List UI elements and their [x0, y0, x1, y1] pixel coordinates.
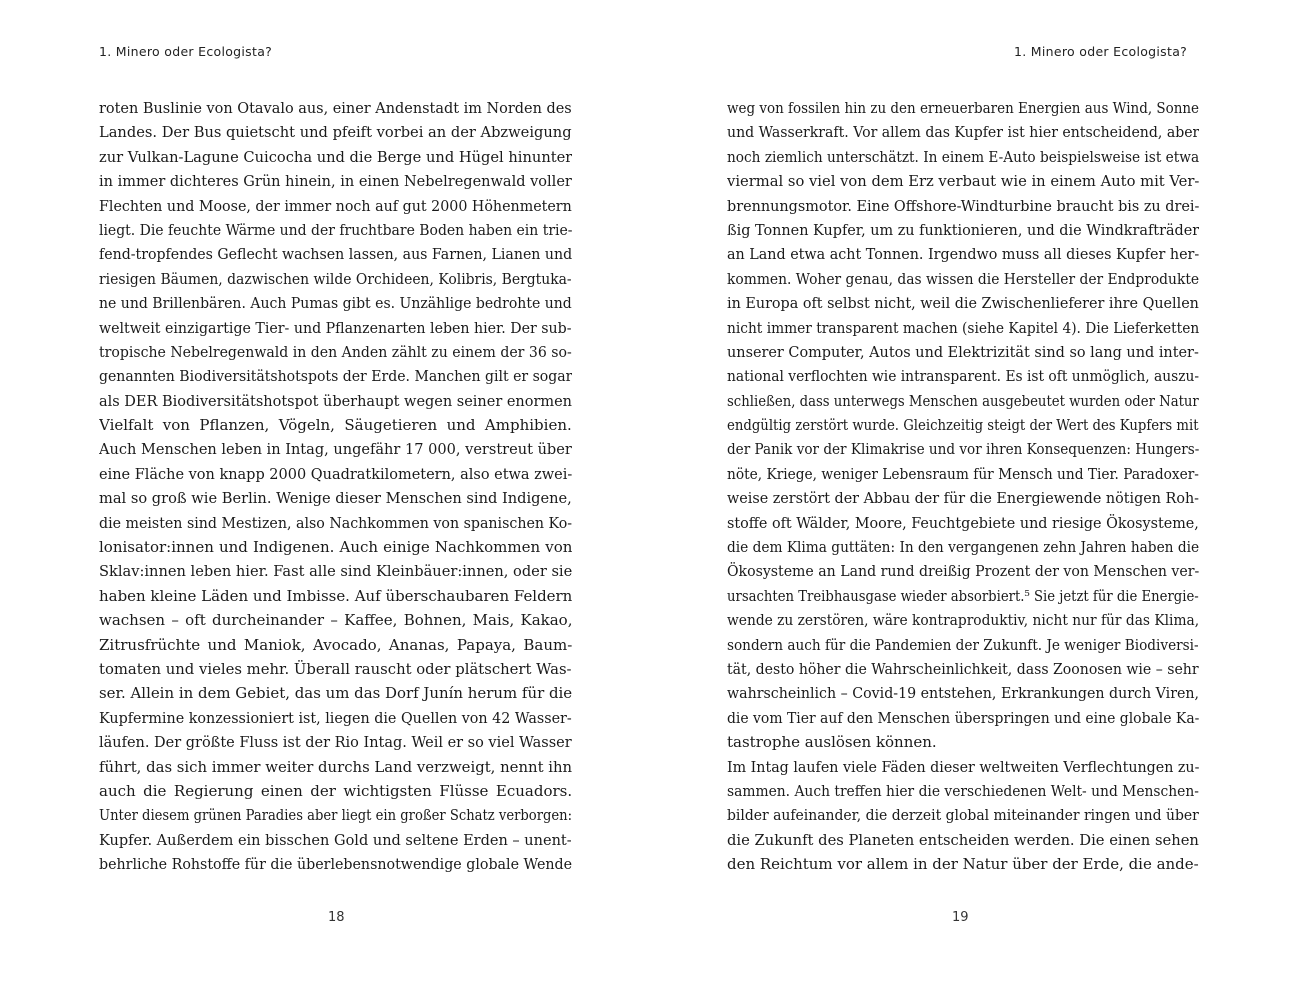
page-number: 18: [328, 910, 345, 925]
text-line: unserer Computer, Autos und Elektrizität sind so lang und inter-: [727, 342, 1199, 361]
text-line: Vielfalt von Pflanzen, Vögeln, Säugetieren und Amphibien.: [99, 416, 572, 435]
text-line: wachsen – oft durcheinander – Kaffee, Bohnen, Mais, Kakao,: [99, 611, 572, 630]
text-line: die meisten sind Mestizen, also Nachkommen von spanischen Ko-: [99, 513, 572, 532]
text-line: brennungsmotor. Eine Offshore-Windturbine braucht bis zu drei-: [727, 196, 1199, 215]
text-line: läufen. Der größte Fluss ist der Rio Intag. Weil er so viel Wasser: [99, 733, 572, 752]
body-text: [727, 96, 1199, 877]
text-line: tomaten und vieles mehr. Überall rauscht oder plätschert Was-: [99, 659, 572, 678]
right-page: [648, 0, 1295, 1000]
text-line: endgültig zerstört wurde. Gleichzeitig steigt der Wert des Kupfers mit: [727, 416, 1199, 435]
text-line: ne und Brillenbären. Auch Pumas gibt es. Unzählige bedrohte und: [99, 294, 572, 313]
text-line: Im Intag laufen viele Fäden dieser weltweiten Verflechtungen zu-: [727, 757, 1200, 776]
text-line: lonisator:innen und Indigenen. Auch einige Nachkommen von: [99, 538, 572, 557]
text-line: Landes. Der Bus quietscht und pfeift vorbei an der Abzweigung: [99, 123, 572, 142]
text-line: in Europa oft selbst nicht, weil die Zwischenlieferer ihre Quellen: [727, 294, 1199, 313]
text-line: weltweit einzigartige Tier- und Pflanzenarten leben hier. Der sub-: [99, 318, 572, 337]
text-line: die vom Tier auf den Menschen überspringen und eine globale Ka-: [727, 708, 1199, 727]
text-line: Ökosysteme an Land rund dreißig Prozent der von Menschen ver-: [727, 562, 1199, 581]
running-head: 1. Minero oder Ecologista?: [99, 44, 273, 59]
text-line: ser. Allein in dem Gebiet, das um das Dorf Junín herum für die: [99, 684, 573, 703]
text-line: führt, das sich immer weiter durchs Land verzweigt, nennt ihn: [99, 757, 572, 776]
text-line: den Reichtum vor allem in der Natur über der Erde, die ande-: [727, 855, 1199, 874]
text-line: fend-tropfendes Geflecht wachsen lassen, aus Farnen, Lianen und: [99, 245, 572, 264]
running-head: 1. Minero oder Ecologista?: [1014, 44, 1188, 59]
text-line: zur Vulkan-Lagune Cuicocha und die Berge und Hügel hinunter: [99, 147, 573, 166]
text-line: stoffe oft Wälder, Moore, Feuchtgebiete und riesige Ökosysteme,: [727, 513, 1199, 532]
text-line: auch die Regierung einen der wichtigsten Flüsse Ecuadors.: [99, 781, 572, 800]
text-line: Kupfer. Außerdem ein bisschen Gold und seltene Erden – unent-: [99, 830, 572, 849]
text-line: die Zukunft des Planeten entscheiden werden. Die einen sehen: [727, 830, 1199, 849]
text-line: und Wasserkraft. Vor allem das Kupfer ist hier entscheidend, aber: [727, 123, 1200, 142]
text-line: sammen. Auch treffen hier die verschiedenen Welt- und Menschen-: [727, 781, 1199, 800]
text-line: wende zu zerstören, wäre kontraproduktiv, nicht nur für das Klima,: [727, 611, 1200, 630]
text-line: Unter diesem grünen Paradies aber liegt ein großer Schatz verborgen:: [99, 806, 572, 825]
text-line: genannten Biodiversitätshotspots der Erde. Manchen gilt er sogar: [99, 367, 572, 386]
text-line: viermal so viel von dem Erz verbaut wie in einem Auto mit Ver-: [727, 172, 1200, 191]
text-line: an Land etwa acht Tonnen. Irgendwo muss all dieses Kupfer her-: [727, 245, 1199, 264]
text-line: nicht immer transparent machen (siehe Kapitel 4). Die Lieferketten: [727, 318, 1199, 337]
text-line: Kupfermine konzessioniert ist, liegen die Quellen von 42 Wasser-: [99, 708, 572, 727]
text-line: tastrophe auslösen können.: [727, 733, 937, 752]
text-line: national verflochten wie intransparent. Es ist oft unmöglich, auszu-: [727, 367, 1200, 386]
text-line: kommen. Woher genau, das wissen die Hersteller der Endprodukte: [727, 269, 1200, 288]
text-line: der Panik vor der Klimakrise und vor ihren Konsequenzen: Hungers-: [727, 440, 1199, 459]
text-line: ßig Tonnen Kupfer, um zu funktionieren, und die Windkrafträder: [727, 220, 1199, 239]
text-line: tropische Nebelregenwald in den Anden zählt zu einem der 36 so-: [99, 342, 572, 361]
text-line: eine Fläche von knapp 2000 Quadratkilometern, also etwa zwei-: [99, 464, 572, 483]
text-line: Sklav:innen leben hier. Fast alle sind Kleinbäuer:innen, oder sie: [99, 562, 573, 581]
text-line: riesigen Bäumen, dazwischen wilde Orchideen, Kolibris, Bergtuka-: [99, 269, 572, 288]
text-line: haben kleine Läden und Imbisse. Auf überschaubaren Feldern: [99, 586, 573, 605]
text-line: ursachten Treibhausgase wieder absorbiert.⁵ Sie jetzt für die Energie-: [727, 586, 1199, 605]
text-line: liegt. Die feuchte Wärme und der fruchtbare Boden haben ein trie-: [99, 220, 572, 239]
text-line: behrliche Rohstoffe für die überlebensnotwendige globale Wende: [99, 855, 573, 874]
text-line: weise zerstört der Abbau der für die Energiewende nötigen Roh-: [727, 489, 1200, 508]
text-line: tät, desto höher die Wahrscheinlichkeit, dass Zoonosen wie – sehr: [727, 659, 1199, 678]
body-text: [99, 96, 572, 877]
text-line: in immer dichteres Grün hinein, in einen Nebelregenwald voller: [99, 172, 572, 191]
text-line: bilder aufeinander, die derzeit global miteinander ringen und über: [727, 806, 1199, 825]
text-line: Flechten und Moose, der immer noch auf gut 2000 Höhenmetern: [99, 196, 572, 215]
text-line: nöte, Kriege, weniger Lebensraum für Mensch und Tier. Paradoxer-: [727, 464, 1199, 483]
text-line: Auch Menschen leben in Intag, ungefähr 17 000, verstreut über: [99, 440, 572, 459]
text-line: sondern auch für die Pandemien der Zukunft. Je weniger Biodiversi-: [727, 635, 1199, 654]
text-line: noch ziemlich unterschätzt. In einem E-Auto beispielsweise ist etwa: [727, 147, 1200, 166]
text-line: wahrscheinlich – Covid-19 entstehen, Erkrankungen durch Viren,: [727, 684, 1200, 703]
text-line: weg von fossilen hin zu den erneuerbaren Energien aus Wind, Sonne: [727, 99, 1199, 117]
page-number: 19: [952, 910, 969, 925]
text-line: Zitrusfrüchte und Maniok, Avocado, Ananas, Papaya, Baum-: [99, 635, 572, 654]
text-line: die dem Klima guttäten: In den vergangenen zehn Jahren haben die: [727, 538, 1200, 557]
text-line: roten Buslinie von Otavalo aus, einer Andenstadt im Norden des: [99, 99, 572, 117]
text-line: als DER Biodiversitätshotspot überhaupt wegen seiner enormen: [99, 391, 572, 410]
text-line: mal so groß wie Berlin. Wenige dieser Menschen sind Indigene,: [99, 489, 572, 508]
text-line: schließen, dass unterwegs Menschen ausgebeutet wurden oder Natur: [727, 391, 1199, 410]
